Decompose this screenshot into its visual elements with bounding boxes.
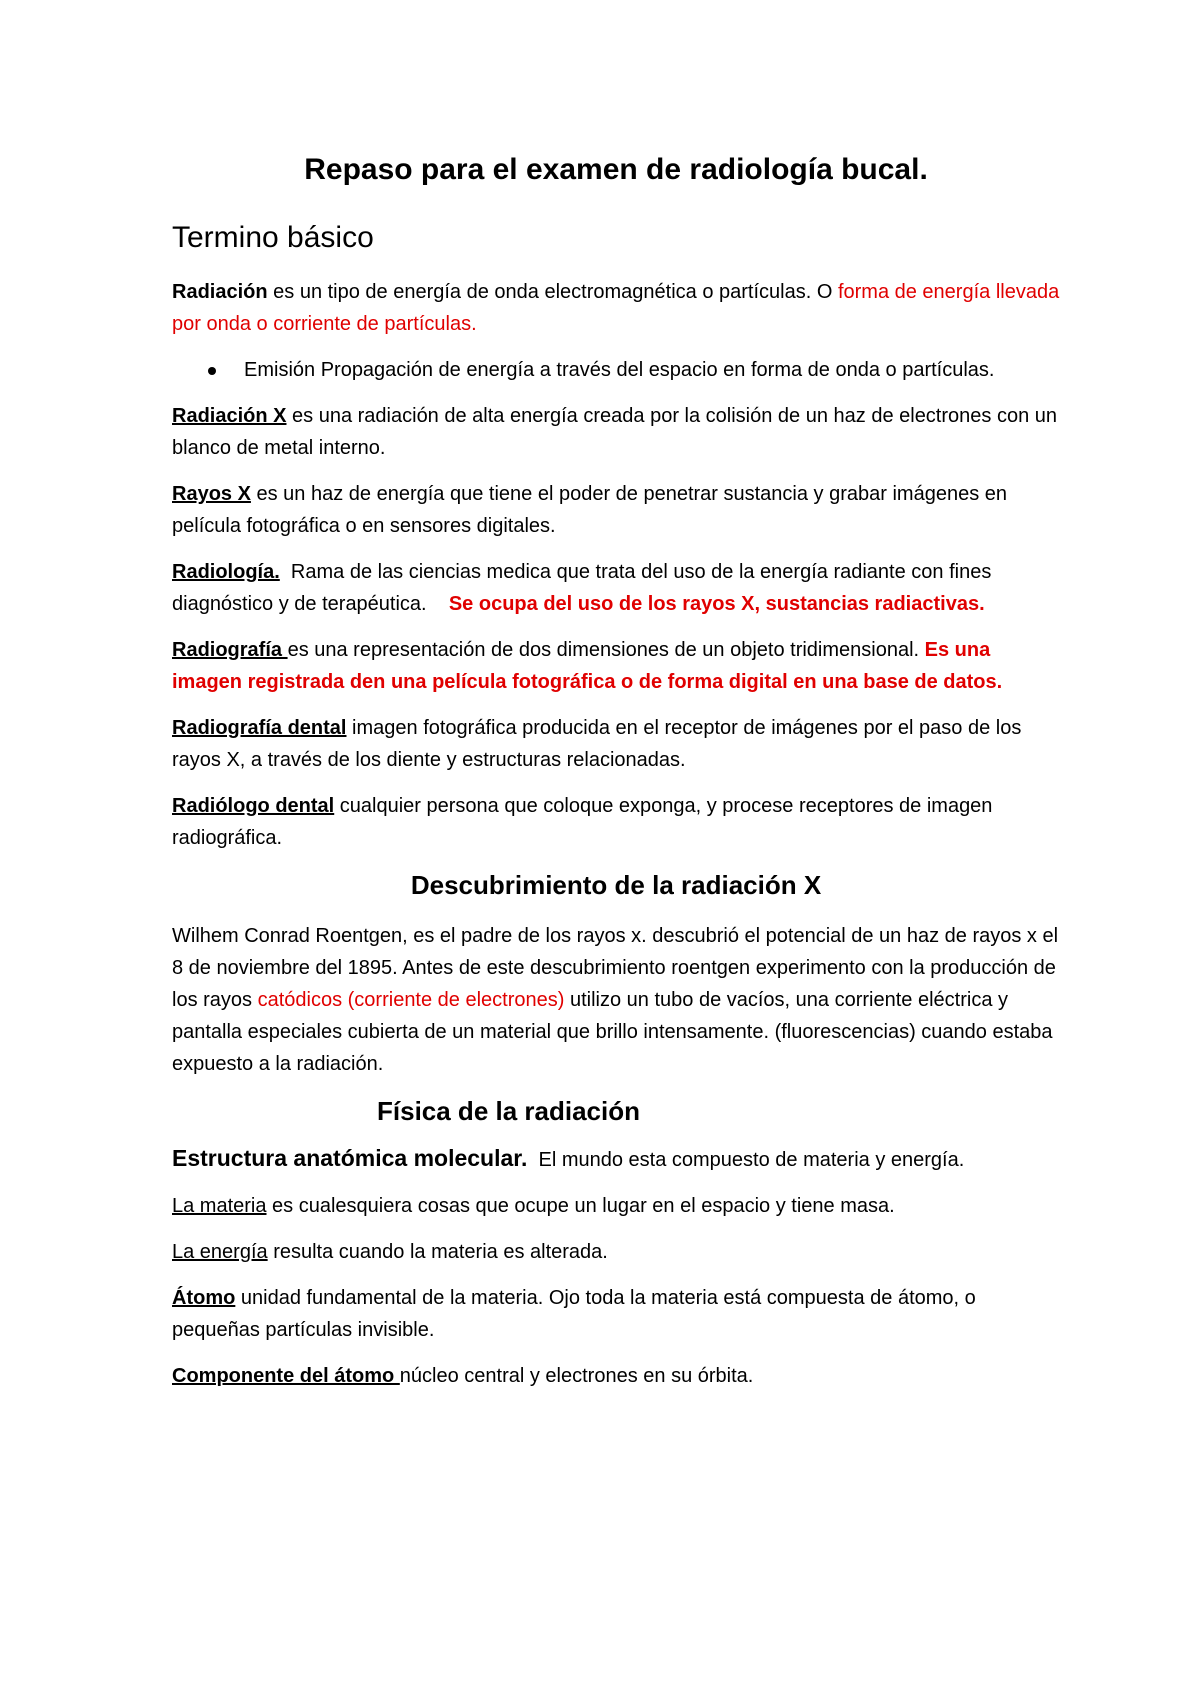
term-energia: La energía	[172, 1241, 268, 1263]
term-radiografia: Radiografía	[172, 639, 288, 661]
bullet-icon	[208, 367, 216, 375]
highlight-radiacion: forma de energía llevada por onda o corriente de partículas.	[172, 281, 1060, 335]
text-materia: es cualesquiera cosas que ocupe un lugar en el espacio y tiene masa.	[266, 1195, 895, 1217]
bullet-text: Emisión Propagación de energía a través del espacio en forma de onda o partículas.	[244, 359, 995, 381]
paragraph-componente	[172, 1360, 1060, 1392]
heading-termino-basico: Termino básico	[172, 221, 374, 254]
heading-descubrimiento: Descubrimiento de la radiación X	[410, 870, 822, 900]
highlight-radiologia: Se ocupa del uso de los rayos X, sustancias radiactivas.	[448, 593, 985, 615]
paragraph-materia	[172, 1190, 1060, 1222]
text-radiacion: es un tipo de energía de onda electromagnética o partículas. O	[267, 281, 838, 303]
bullet-item	[244, 354, 1060, 386]
text-energia: resulta cuando la materia es alterada.	[267, 1241, 608, 1263]
term-componente: Componente del átomo	[172, 1365, 400, 1387]
text-radiografia-dental: imagen fotográfica producida en el receptor de imágenes por el paso de los rayos X, a través de los diente y estructuras relacionadas.	[172, 717, 1022, 771]
paragraph-radiacion	[172, 276, 1060, 340]
paragraph-radiologia	[172, 556, 1060, 620]
paragraph-energia	[172, 1236, 1060, 1268]
term-radiografia-dental: Radiografía dental	[172, 717, 347, 739]
term-atomo: Átomo	[172, 1287, 236, 1309]
paragraph-radiografia	[172, 634, 1060, 698]
term-estructura: Estructura anatómica molecular.	[172, 1145, 528, 1171]
text-radiologo-dental: cualquier persona que coloque exponga, y procese receptores de imagen radiográfica.	[172, 795, 993, 849]
term-radiologia: Radiología.	[172, 561, 280, 583]
paragraph-estructura	[172, 1142, 1060, 1176]
highlight-radiografia: Es una imagen registrada den una película fotográfica o de forma digital en una base de datos.	[172, 639, 1003, 693]
paragraph-radiografia-dental	[172, 712, 1060, 776]
term-radiacion: Radiación	[172, 281, 268, 303]
term-materia: La materia	[172, 1195, 267, 1217]
text-estructura: El mundo esta compuesto de materia y energía.	[527, 1149, 965, 1171]
heading-fisica: Física de la radiación	[377, 1096, 640, 1126]
paragraph-atomo	[172, 1282, 1060, 1346]
paragraph-descubrimiento	[172, 920, 1060, 1080]
text-componente: núcleo central y electrones en su órbita.	[399, 1365, 754, 1387]
text-radiografia: es una representación de dos dimensiones de un objeto tridimensional.	[287, 639, 925, 661]
document-title: Repaso para el examen de radiología bucal.	[304, 153, 928, 186]
text-descubrimiento-after: utilizo un tubo de vacíos, una corriente eléctrica y pantalla especiales cubierta de un material que brillo intensamente. (fluorescencias) cuando estaba expuesto a la radiación.	[172, 989, 1053, 1075]
term-radiacion-x: Radiación X	[172, 405, 287, 427]
bullet-list	[172, 354, 1060, 386]
text-rayos-x: es un haz de energía que tiene el poder de penetrar sustancia y grabar imágenes en película fotográfica o en sensores digitales.	[172, 483, 1008, 537]
text-atomo: unidad fundamental de la materia. Ojo toda la materia está compuesta de átomo, o pequeñas partículas invisible.	[172, 1287, 976, 1341]
text-radiologia: Rama de las ciencias medica que trata del uso de la energía radiante con fines diagnóstico y de terapéutica.	[172, 561, 997, 615]
text-descubrimiento-before: Wilhem Conrad Roentgen, es el padre de los rayos x. descubrió el potencial de un haz de rayos x el 8 de noviembre del 1895. Antes de este descubrimiento roentgen experimento con la producción de los rayos	[172, 925, 1059, 1011]
paragraph-radiologo-dental	[172, 790, 1060, 854]
paragraph-rayos-x	[172, 478, 1060, 542]
paragraph-radiacion-x	[172, 400, 1060, 464]
text-radiacion-x: es una radiación de alta energía creada por la colisión de un haz de electrones con un blanco de metal interno.	[172, 405, 1058, 459]
term-rayos-x: Rayos X	[172, 483, 251, 505]
term-radiologo-dental: Radiólogo dental	[172, 795, 335, 817]
highlight-descubrimiento: catódicos (corriente de electrones)	[257, 989, 565, 1011]
